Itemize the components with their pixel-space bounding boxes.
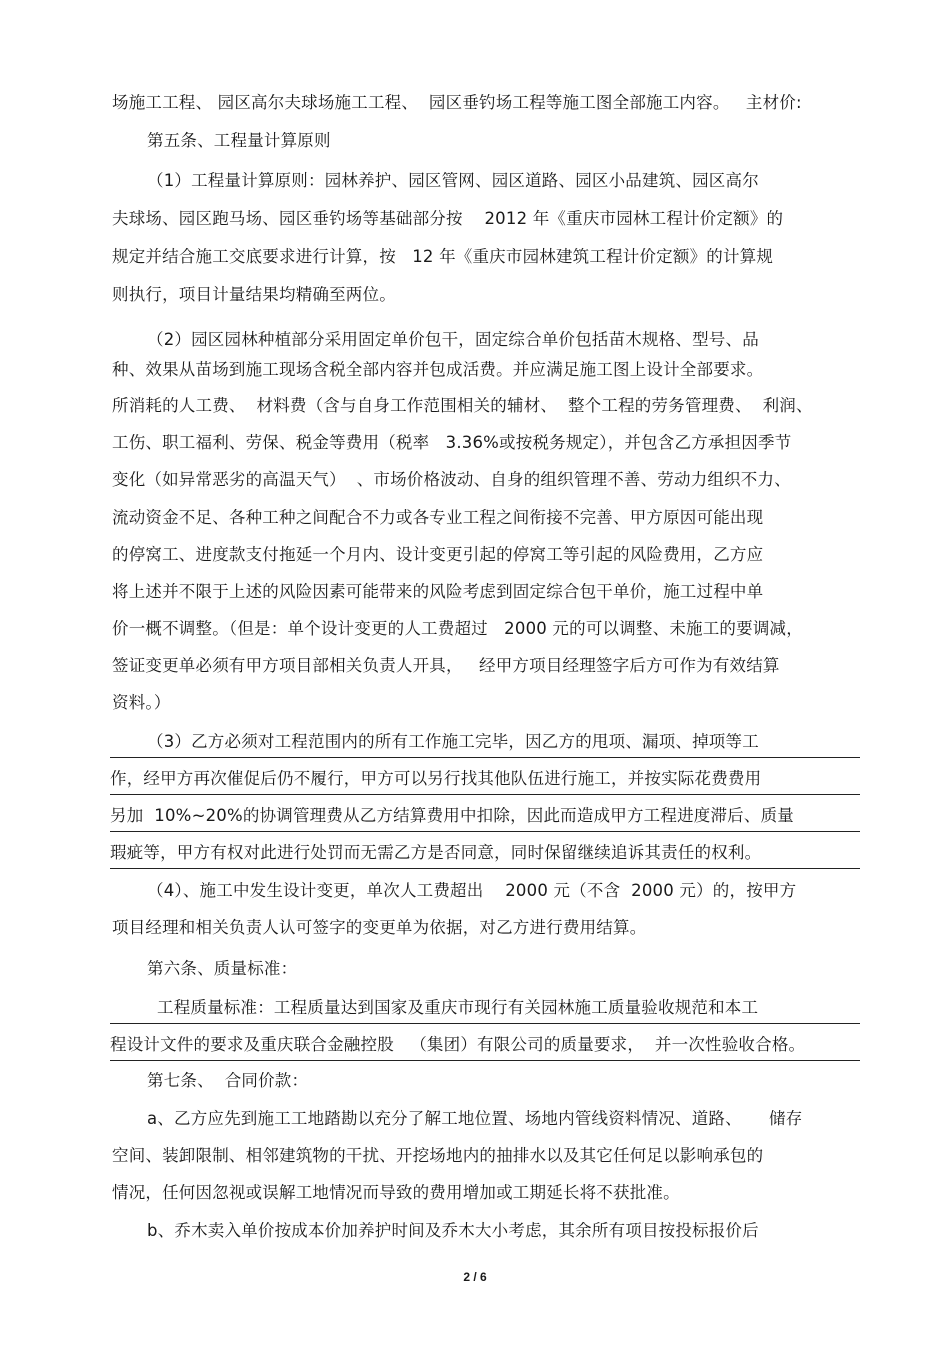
text-line: 变化（如异常恶劣的高温天气） 、市场价格波动、自身的组织管理不善、劳动力组织不力、 [112,470,791,489]
text-line: 所消耗的人工费、 材料费（含与自身工作范围相关的辅材、 整个工程的劳务管理费、 利润、 [112,396,813,415]
text-line: 项目经理和相关负责人认可签字的变更单为依据，对乙方进行费用结算。 [112,918,647,937]
text-line: （1）工程量计算原则：园林养护、园区管网、园区道路、园区小品建筑、园区高尔 [147,171,759,190]
text-line: 场施工工程、 园区高尔夫球场施工工程、 园区垂钓场工程等施工图全部施工内容。 主材价: [112,93,802,112]
text-line: 签证变更单必须有甲方项目部相关负责人开具， 经甲方项目经理签字后方可作为有效结算 [112,656,780,675]
text-line: 夫球场、园区跑马场、园区垂钓场等基础部分按 2012 年《重庆市园林工程计价定额》的 [112,209,784,228]
section-heading: 第六条、质量标准： [147,959,298,978]
text-line: 工伤、职工福利、劳保、税金等费用（税率 3.36%或按税务规定），并包含乙方承担因季节 [112,433,792,452]
underlined-line: 程设计文件的要求及重庆联合金融控股 （集团）有限公司的质量要求， 并一次性验收合格。 [110,1030,860,1061]
underlined-line: 作，经甲方再次催促后仍不履行，甲方可以另行找其他队伍进行施工，并按实际花费费用 [110,764,860,795]
text-line: b、乔木卖入单价按成本价加养护时间及乔木大小考虑，其余所有项目按投标报价后 [147,1221,759,1240]
underlined-line: 瑕疵等，甲方有权对此进行处罚而无需乙方是否同意，同时保留继续追诉其责任的权利。 [110,838,860,869]
text-line: 资料。） [112,693,171,712]
text-line: a、乙方应先到施工工地踏勘以充分了解工地位置、场地内管线资料情况、道路、 储存 [147,1109,803,1128]
section-heading: 第五条、工程量计算原则 [147,131,331,150]
text-line: 情况，任何因忽视或误解工地情况而导致的费用增加或工期延长将不获批准。 [112,1183,680,1202]
underlined-line: 工程质量标准：工程质量达到国家及重庆市现行有关园林施工质量验收规范和本工 [110,993,860,1024]
underlined-line: （3）乙方必须对工程范围内的所有工作施工完毕，因乙方的甩项、漏项、掉项等工 [110,727,860,758]
text-line: 价一概不调整。（但是：单个设计变更的人工费超过 2000 元的可以调整、未施工的要调减， [112,619,803,638]
text-line: 的停窝工、进度款支付拖延一个月内、设计变更引起的停窝工等引起的风险费用，乙方应 [112,545,764,564]
text-line: （2）园区园林种植部分采用固定单价包干，固定综合单价包括苗木规格、型号、品 [147,330,759,349]
text-line: 则执行，项目计量结果均精确至两位。 [112,285,396,304]
underlined-line: 另加 10%~20%的协调管理费从乙方结算费用中扣除，因此而造成甲方工程进度滞后、质量 [110,801,860,832]
text-line: 流动资金不足、各种工种之间配合不力或各专业工程之间衔接不完善、甲方原因可能出现 [112,508,764,527]
text-line: 空间、装卸限制、相邻建筑物的干扰、开挖场地内的抽排水以及其它任何足以影响承包的 [112,1146,764,1165]
page-number: 2 / 6 [463,1270,487,1284]
text-line: 规定并结合施工交底要求进行计算，按 12 年《重庆市园林建筑工程计价定额》的计算规 [112,247,774,266]
section-heading: 第七条、 合同价款： [147,1071,309,1090]
text-line: 种、效果从苗场到施工现场含税全部内容并包成活费。并应满足施工图上设计全部要求。 [112,360,764,379]
text-line: （4）、施工中发生设计变更，单次人工费超出 2000 元（不含 2000 元）的，按甲方 [147,881,797,900]
text-line: 将上述并不限于上述的风险因素可能带来的风险考虑到固定综合包干单价，施工过程中单 [112,582,764,601]
